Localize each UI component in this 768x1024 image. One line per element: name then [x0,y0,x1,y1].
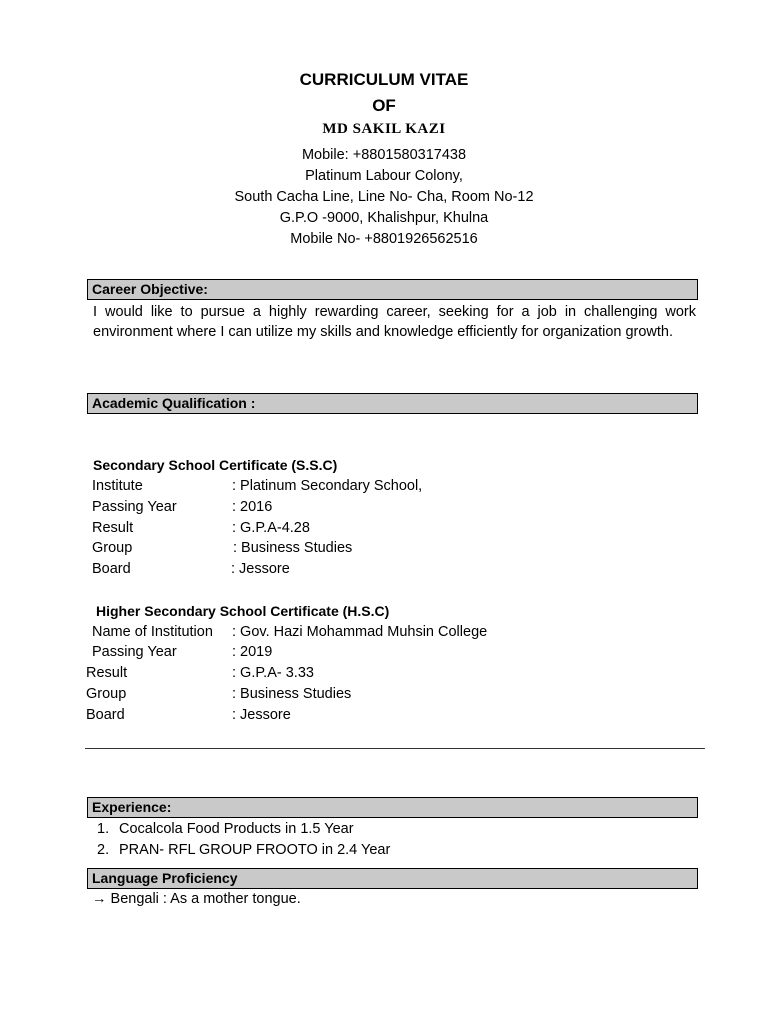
hsc-title: Higher Secondary School Certificate (H.S.C) [96,603,390,619]
experience-item-number: 1. [97,821,110,837]
candidate-name: MD SAKIL KAZI [322,121,446,137]
contact-mobile-alt: Mobile No- +8801926562516 [290,231,478,247]
academic-qualification-heading: Academic Qualification : [87,393,698,414]
ssc-label: Board [92,561,131,577]
ssc-label: Group [92,540,133,556]
experience-item: Cocalcola Food Products in 1.5 Year [119,821,354,837]
hsc-value: : Business Studies [232,686,352,702]
hsc-value: : Jessore [232,707,291,723]
ssc-value: : Platinum Secondary School, [232,478,423,494]
cv-title-of: OF [372,96,396,115]
hsc-label: Name of Institution [92,624,213,640]
hsc-value: : G.P.A- 3.33 [232,665,314,681]
section-divider [85,748,705,749]
experience-item-number: 2. [97,842,110,858]
experience-item: PRAN- RFL GROUP FROOTO in 2.4 Year [119,842,391,858]
ssc-label: Passing Year [92,499,177,515]
hsc-value: : 2019 [232,644,273,660]
hsc-label: Board [86,707,125,723]
ssc-label: Result [92,520,134,536]
hsc-value: : Gov. Hazi Mohammad Muhsin College [232,624,488,640]
contact-address-line3: G.P.O -9000, Khalishpur, Khulna [279,210,489,226]
hsc-label: Passing Year [92,644,177,660]
career-objective-heading: Career Objective: [87,279,698,300]
contact-address-line1: Platinum Labour Colony, [305,168,463,184]
experience-heading: Experience: [87,797,698,818]
contact-address-line2: South Cacha Line, Line No- Cha, Room No-12 [234,189,534,205]
career-objective-text: I would like to pursue a highly rewarding career, seeking for a job in challenging work environment where I can utilize my skills and knowledge efficiently for organization growth. [93,304,696,340]
ssc-value: : Jessore [231,561,290,577]
hsc-label: Group [86,686,127,702]
ssc-value: : G.P.A-4.28 [232,520,310,536]
ssc-value: : Business Studies [233,540,353,556]
hsc-label: Result [86,665,128,681]
ssc-label: Institute [92,478,143,494]
language-item: → Bengali : As a mother tongue. [92,891,301,907]
ssc-title: Secondary School Certificate (S.S.C) [93,457,338,473]
language-proficiency-heading: Language Proficiency [87,868,698,889]
ssc-value: : 2016 [232,499,273,515]
contact-mobile: Mobile: +8801580317438 [301,147,467,163]
cv-title: CURRICULUM VITAE [299,70,469,89]
